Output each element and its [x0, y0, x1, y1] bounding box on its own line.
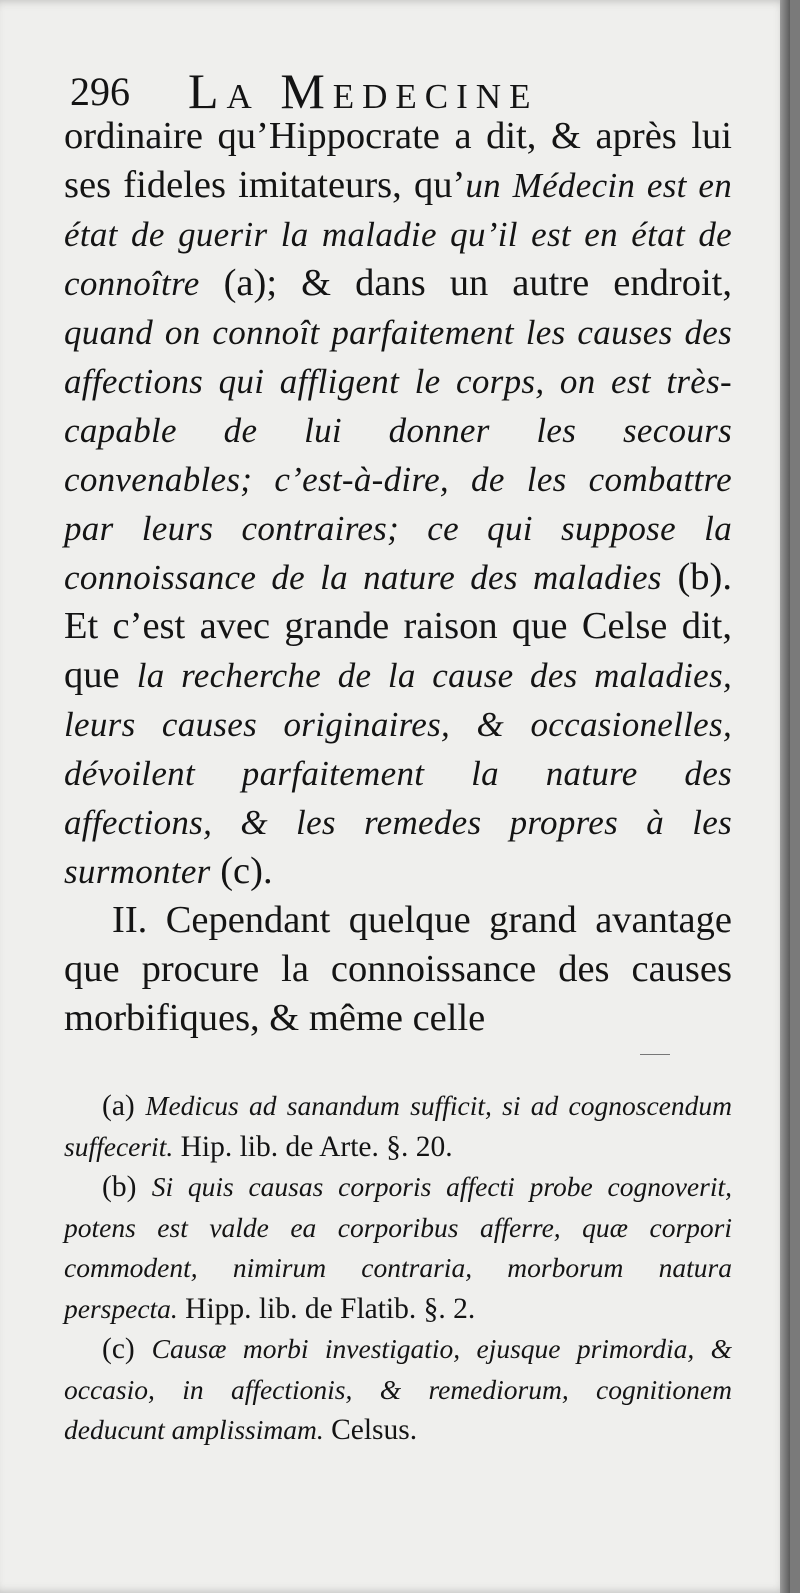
text-run: Celsus.	[323, 1414, 418, 1446]
main-text	[64, 112, 732, 1043]
italic-run: la recherche de la cause des maladies, leurs causes originaires, & occasionelles, dévoilent parfaitement la nature des affections, & les remedes propres à les surmonter	[64, 656, 732, 891]
running-title: La Medecine	[188, 63, 539, 119]
text-run: (b)	[102, 1171, 152, 1203]
italic-run: Causæ morbi investigatio, ejusque primordia, & occasio, in affectionis, & remediorum, cognitionem deducunt amplissimam.	[64, 1333, 732, 1445]
separator-mark	[640, 1054, 670, 1055]
text-run: (c)	[102, 1333, 152, 1365]
footnote-b	[64, 1167, 732, 1329]
text-run: (c).	[210, 850, 273, 892]
text-run: (a); & dans un autre endroit,	[199, 262, 732, 304]
text-run: ordinaire qu’Hippocrate a dit, & après lui ses fideles imitateurs, qu’	[64, 115, 732, 206]
text-run: II. Cependant quelque grand avantage que procure la connoissance des causes morbifiques, & même celle	[64, 899, 732, 1039]
footnote-a	[64, 1086, 732, 1167]
italic-run: quand on connoît parfaitement les causes des affections qui affligent le corps, on est très-capable de lui donner les secours convenables; c’est-à-dire, de les combattre par leurs contraires; ce qui suppose la connoissance de la nature des maladies	[64, 313, 732, 597]
footnotes	[64, 1086, 732, 1451]
page-number: 296	[70, 69, 130, 114]
italic-run: un Médecin est en état de guerir la maladie qu’il est en état de connoître	[64, 166, 732, 303]
text-run: (a)	[102, 1090, 146, 1122]
footnote-c	[64, 1329, 732, 1451]
text-run: Hipp. lib. de Flatib. §. 2.	[177, 1292, 476, 1325]
italic-run: Si quis causas corporis affecti probe cognoverit, potens est valde ea corporibus afferre, quæ corpori commodent, nimirum contraria, morborum natura perspecta.	[64, 1171, 732, 1324]
text-run: Hip. lib. de Arte. §. 20.	[173, 1130, 453, 1163]
page-edge	[780, 0, 790, 1593]
paragraph-2	[64, 896, 732, 1043]
italic-run: Medicus ad sanandum sufficit, si ad cognoscendum suffecerit.	[64, 1090, 732, 1162]
running-header	[70, 58, 730, 118]
text-run: (b). Et c’est avec grande raison que Celse dit, que	[64, 556, 732, 696]
paragraph-1	[64, 112, 732, 896]
